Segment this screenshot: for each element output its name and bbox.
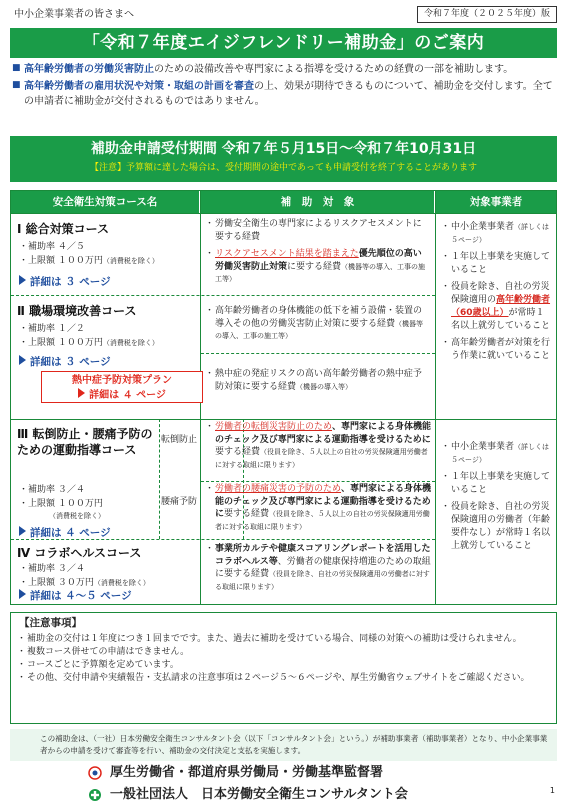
header-bar: [10, 6, 557, 24]
heatstroke-plan-detail: 詳細は ４ ページ: [42, 388, 202, 403]
notes-box: [10, 612, 557, 724]
table-header-course: 安全衛生対策コース名: [11, 191, 199, 213]
page-number: 1: [549, 786, 555, 796]
course-1-item-1: ・ 労働安全衛生の専門家によるリスクアセスメントに要する経費: [207, 218, 429, 243]
note-item: ・ 複数コース併せての申請はできません。: [19, 646, 548, 659]
period-note: 【注意】予算額に達した場合は、受付期間の途中であっても申請受付を終了することがあります: [90, 163, 477, 173]
eligible-item: ・ 役員を除き、自社の労災保険適用の労働者（年齢要件なし）が常時１名以上就労していること: [443, 501, 553, 553]
course-2-rates: ・補助率 １／２ ・上限額 １００万円（消費税を除く）: [19, 324, 159, 348]
course-2-item-1: ・ 高年齢労働者の身体機能の低下を補う設備・装置の導入その他の労働災害防止対策に要する経費（機器等の導入、工事の施工等）: [207, 305, 429, 343]
eligible-list-1: [443, 221, 553, 367]
notes-heading: 【注意事項】: [19, 617, 82, 629]
audience-label: 中小企業事業者の皆さまへ: [14, 9, 134, 20]
arrow-icon: [19, 589, 26, 599]
course-4-item-1: ・ 事業所カルテや健康スコアリングレポートを活用したコラボヘルス等、労働者の健康保持増進のための取組に要する経費（役員を除き、自社の労災保険適用の労働者に対する取組に限ります）: [207, 543, 433, 593]
table-divider: [435, 191, 436, 604]
intro-paragraph-1: ■ 高年齢労働者の労働災害防止のための設備改善や専門家による指導を受けるための経費の一部を補助します。: [12, 62, 555, 77]
page-title: 「令和７年度エイジフレンドリー補助金」のご案内: [10, 28, 557, 58]
arrow-icon: [19, 526, 26, 536]
eligible-list-2: [443, 441, 553, 557]
arrow-icon: [19, 355, 26, 365]
heatstroke-item: ・ 熱中症の発症リスクの高い高年齢労働者の熱中症予防対策に要する経費（機器の導入等）: [207, 368, 429, 393]
note-item: ・ 補助金の交付は１年度につき１回までです。また、過去に補助を受けている場合、同様の対策への補助は受けられません。: [19, 633, 548, 646]
heatstroke-plan-box[interactable]: [41, 371, 203, 403]
table-divider: [201, 353, 435, 354]
organization-block: [80, 762, 550, 805]
course-2-name: Ⅱ 職場環境改善コース: [17, 304, 137, 318]
course-3-item-2: ・ 労働者の腰痛災害の予防のため、専門家による身体機能のチェック及び専門家による運動指導を受けるために要する経費（役員を除き、５人以上の自社の労災保険適用労働者に対する取組に限ります）: [207, 483, 433, 533]
note-item: ・ コースごとに予算額を定めています。: [19, 659, 548, 672]
course-4-rates: ・補助率 ３／４ ・上限額 ３０万円（消費税を除く）: [19, 564, 150, 588]
table-divider: [11, 213, 556, 214]
course-3-rates: ・補助率 ３／４ ・上限額 １００万円 （消費税を除く）: [19, 485, 105, 520]
table-header-subsidy: 補 助 対 象: [201, 191, 434, 213]
period-heading: 補助金申請受付期間 令和７年５月15日～令和７年10月31日: [90, 141, 477, 157]
eligible-item: ・ 中小企業事業者（詳しくは５ページ）: [443, 441, 553, 467]
table-divider: [201, 481, 435, 482]
arrow-icon: [19, 275, 26, 285]
eligible-item: ・ １年以上事業を実施していること: [443, 471, 553, 497]
eligible-item: ・ 高年齢労働者が対策を行う作業に就いていること: [443, 337, 553, 363]
course-1-rates: ・補助率 ４／５ ・上限額 １００万円（消費税を除く）: [19, 242, 159, 266]
table-divider: [159, 419, 160, 539]
course-4-name: Ⅳ コラボヘルスコース: [17, 546, 142, 560]
tag-back-pain-prevention: 腰痛予防: [161, 497, 198, 507]
course-3-detail-link[interactable]: 詳細は ４ ページ: [19, 526, 111, 541]
course-table: [10, 190, 557, 605]
intro-section: [12, 62, 555, 111]
course-3-name: Ⅲ 転倒防止・腰痛予防のための運動指導コース: [17, 427, 153, 458]
table-divider: [11, 419, 556, 420]
intro-paragraph-2: ■ 高年齢労働者の雇用状況や対策・取組の計画を審査の上、効果が期待できるものについて、補助金を交付します。全ての申請者に補助金が交付されるものではありません。: [12, 79, 555, 109]
course-4-detail-link[interactable]: 詳細は ４～５ ページ: [19, 589, 132, 604]
year-badge: 令和７年度（２０２５年度）版: [417, 6, 557, 23]
footnote: この補助金は、（一社）日本労働安全衛生コンサルタント会（以下「コンサルタント会」という。）が補助事業者（補助事業者）となり、中小企業事業者からの申請を受けて審査等を行い、補助金の交付決定と支払を実施します。: [10, 729, 557, 761]
eligible-item: ・ １年以上事業を実施していること: [443, 251, 553, 277]
course-3-item-1: ・ 労働者の転倒災害防止のため、専門家による身体機能のチェック及び専門家による運動指導を受けるために要する経費（役員を除き、５人以上の自社の労災保険適用労働者に対する取組に限ります）: [207, 421, 433, 471]
course-1-name: Ⅰ 総合対策コース: [17, 222, 110, 236]
application-period-banner: [10, 136, 557, 182]
course-1-detail-link[interactable]: 詳細は ３ ページ: [19, 275, 111, 290]
course-2-detail-link[interactable]: 詳細は ３ ページ: [19, 355, 111, 370]
arrow-icon: [78, 388, 85, 398]
note-item: ・ その他、交付申請や実績報告・支払請求の注意事項は２ページ５～６ページや、厚生労働省ウェブサイトをご確認ください。: [19, 672, 548, 685]
course-1-item-2: ・ リスクアセスメント結果を踏まえた優先順位の高い労働災害防止対策に要する経費（機器等の導入、工事の施工等）: [207, 248, 429, 286]
heatstroke-plan-title: 熱中症予防対策プラン: [72, 375, 172, 386]
table-header-eligible: 対象事業者: [436, 191, 556, 213]
eligible-item: ・ 役員を除き、自社の労災保険適用の高年齢労働者（60歳以上）が常時１名以上就労していること: [443, 281, 553, 333]
table-divider: [11, 295, 435, 296]
tag-fall-prevention: 転倒防止: [161, 435, 198, 445]
org-line-1: 厚生労働省・都道府県労働局・労働基準監督署: [110, 765, 384, 780]
eligible-item: ・ 中小企業事業者（詳しくは５ページ）: [443, 221, 553, 247]
org-line-2: 一般社団法人 日本労働安全衛生コンサルタント会: [110, 787, 408, 802]
